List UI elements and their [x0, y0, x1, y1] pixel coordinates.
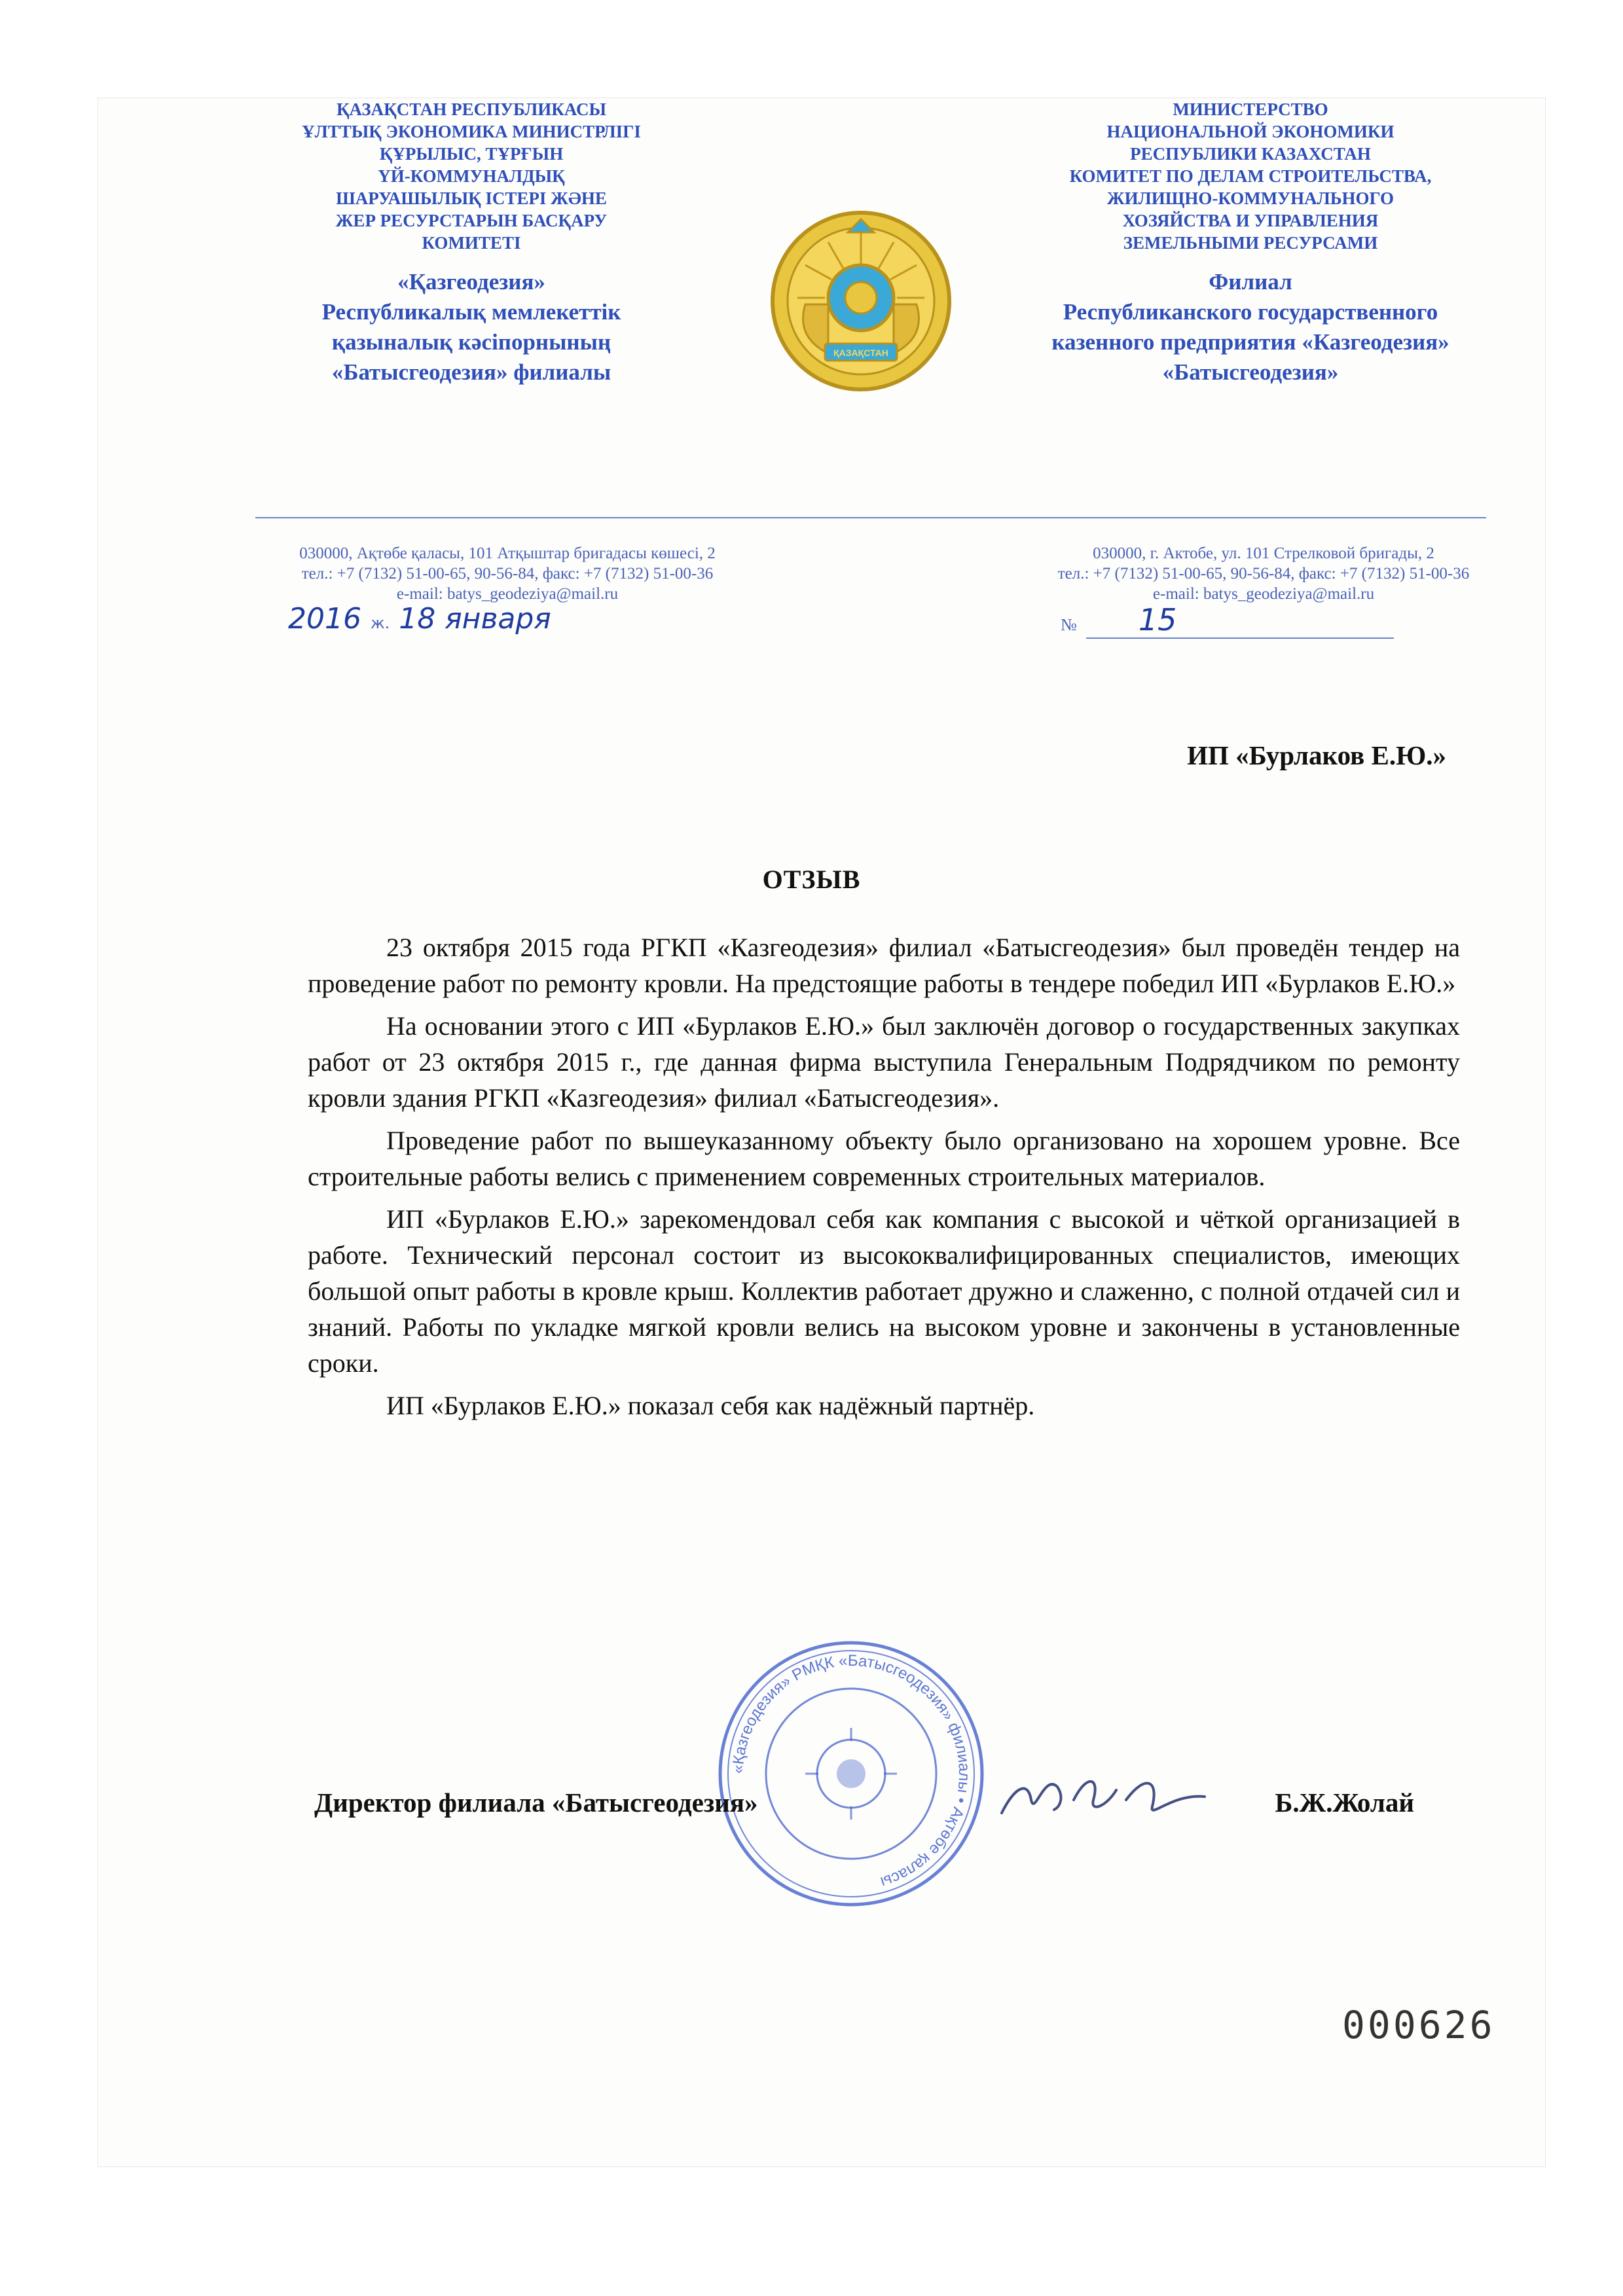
number-value: 15	[1086, 602, 1394, 639]
org-line: ЗЕМЕЛЬНЫМИ РЕСУРСАМИ	[1123, 233, 1378, 253]
branch-line: Филиал	[1209, 269, 1292, 295]
number-sign: №	[1061, 615, 1077, 634]
org-line: ҰЛТТЫҚ ЭКОНОМИКА МИНИСТРЛІГІ	[302, 122, 641, 141]
outgoing-number	[1061, 602, 1408, 639]
outgoing-date	[288, 602, 551, 636]
paragraph: 23 октября 2015 года РГКП «Казгеодезия» филиал «Батысгеодезия» был проведён тендер на проведение работ по ремонту кровли. На предстоящие работы в тендере победил ИП «Бурлаков Е.Ю.»	[308, 933, 1460, 998]
branch-line: Республиканского государственного	[1063, 299, 1438, 325]
address-line: тел.: +7 (7132) 51-00-65, 90-56-84, факс: +7 (7132) 51-00-36	[301, 565, 714, 583]
header-right-org	[917, 98, 1584, 254]
signatory-name: Б.Ж.Жолай	[1275, 1787, 1414, 1818]
branch-line: «Батысгеодезия» филиалы	[331, 359, 611, 385]
org-line: НАЦИОНАЛЬНОЙ ЭКОНОМИКИ	[1106, 122, 1395, 141]
org-line: ЖЕР РЕСУРСТАРЫН БАСҚАРУ	[335, 211, 608, 230]
org-line: ҮЙ-КОММУНАЛДЫҚ	[378, 166, 565, 186]
address-line: тел.: +7 (7132) 51-00-65, 90-56-84, факс: +7 (7132) 51-00-36	[1057, 565, 1470, 583]
org-line: ШАРУАШЫЛЫҚ ІСТЕРІ ЖӘНЕ	[336, 188, 607, 208]
header-left-branch	[170, 267, 773, 387]
address-line: 030000, Ақтөбе қаласы, 101 Атқыштар бригадасы көшесі, 2	[299, 545, 716, 562]
document-body	[308, 929, 1460, 1430]
header-right-branch	[917, 267, 1584, 387]
org-line: КОМИТЕТІ	[422, 233, 521, 253]
signatory-position: Директор филиала «Батысгеодезия»	[314, 1787, 758, 1818]
paragraph: ИП «Бурлаков Е.Ю.» показал себя как надёжный партнёр.	[386, 1391, 1035, 1420]
org-line: КОМИТЕТ ПО ДЕЛАМ СТРОИТЕЛЬСТВА,	[1069, 166, 1432, 186]
branch-line: казенного предприятия «Казгеодезия»	[1051, 329, 1450, 355]
branch-line: «Қазгеодезия»	[397, 269, 545, 295]
branch-line: Республикалық мемлекеттік	[321, 299, 621, 325]
round-seal-icon	[714, 1636, 989, 1911]
header-left-org	[170, 98, 773, 254]
header-divider	[255, 517, 1486, 518]
seal-text: «Қазгеодезия» РМҚК «Батысгеодезия» филиалы • Ақтөбе қаласы	[729, 1651, 974, 1892]
header-left-kazakh	[170, 98, 773, 387]
org-line: ҚАЗАҚСТАН РЕСПУБЛИКАСЫ	[336, 99, 606, 119]
paragraph: Проведение работ по вышеуказанному объекту было организовано на хорошем уровне. Все строительные работы велись с применением современных строительных материалов.	[308, 1126, 1460, 1191]
emblem-text: ҚАЗАҚСТАН	[833, 348, 888, 358]
document-title: ОТЗЫВ	[762, 865, 861, 894]
email-line: e-mail: batys_geodeziya@mail.ru	[396, 585, 619, 603]
org-line: ҚҰРЫЛЫС, ТҰРҒЫН	[379, 144, 564, 164]
address-left	[196, 543, 818, 604]
paragraph: ИП «Бурлаков Е.Ю.» зарекомендовал себя как компания с высокой и чёткой организацией в работе. Технический персонал состоит из высококвалифицированных специалистов, имеющих большой опыт работы в кровле крыш. Коллектив работает дружно и слаженно, с полной отдачей сил и знаний. Работы по укладке мягкой кровли велись на высоком уровне и закончены в установленные сроки.	[308, 1204, 1460, 1378]
branch-line: «Батысгеодезия»	[1162, 359, 1339, 385]
header-right-russian	[917, 98, 1584, 387]
date-day-month: 18 января	[399, 602, 551, 636]
org-line: ЖИЛИЩНО-КОММУНАЛЬНОГО	[1106, 188, 1395, 208]
email-line: e-mail: batys_geodeziya@mail.ru	[1152, 585, 1375, 603]
org-line: РЕСПУБЛИКИ КАЗАХСТАН	[1130, 144, 1371, 164]
recipient: ИП «Бурлаков Е.Ю.»	[1187, 740, 1446, 770]
date-abbr: ж.	[370, 614, 390, 632]
org-line: МИНИСТЕРСТВО	[1173, 99, 1328, 119]
date-year: 2016	[288, 602, 361, 636]
org-line: ХОЗЯЙСТВА И УПРАВЛЕНИЯ	[1122, 211, 1379, 230]
serial-number: 000626	[1342, 2003, 1495, 2047]
paragraph: На основании этого с ИП «Бурлаков Е.Ю.» был заключён договор о государственных закупках работ от 23 октября 2015 г., где данная фирма выступила Генеральным Подрядчиком по ремонту кровли здания РГКП «Казгеодезия» филиал «Батысгеодезия».	[308, 1011, 1460, 1113]
address-right	[956, 543, 1571, 604]
address-line: 030000, г. Актобе, ул. 101 Стрелковой бригады, 2	[1093, 545, 1434, 562]
signature-row	[314, 1787, 1414, 1826]
branch-line: қазыналық кәсіпорнының	[331, 329, 611, 355]
handwritten-signature-icon	[995, 1761, 1211, 1833]
